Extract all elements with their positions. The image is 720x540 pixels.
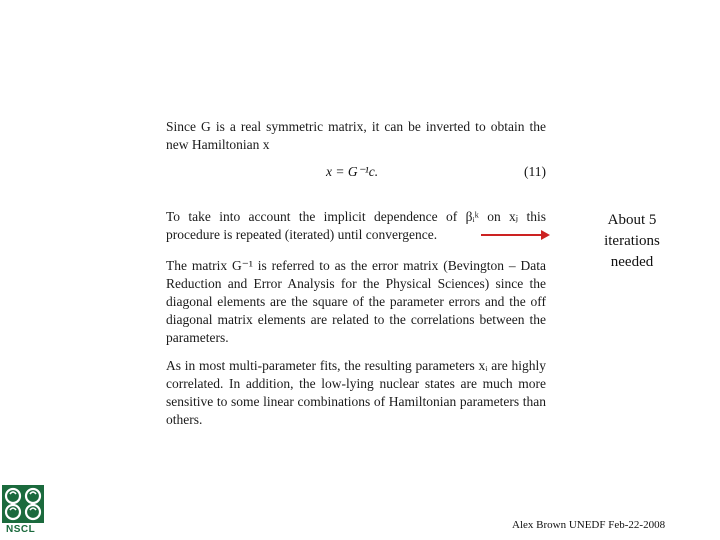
callout-arrow	[481, 229, 551, 241]
equation-11	[166, 164, 546, 184]
paragraph-iteration: To take into account the implicit dependence of βᵢᵏ on xⱼ this procedure is repeated (iterated) until convergence.	[166, 209, 546, 242]
equation-number: (11)	[524, 164, 546, 179]
nscl-logo-label: NSCL	[6, 524, 36, 535]
paragraph-error-matrix: The matrix G⁻¹ is referred to as the error matrix (Bevington – Data Reduction and Error Analysis for the Physical Sciences) since the diagonal elements are the square of the parameter errors and the off diagonal matrix elements are related to the correlations between the parameters.	[166, 258, 546, 345]
iterations-callout: About 5 iterations needed	[604, 212, 660, 270]
paragraph-correlation: As in most multi-parameter fits, the resulting parameters xᵢ are highly correlated. In addition, the low-lying nuclear states are much more sensitive to some linear combinations of Hamiltonian parameters than others.	[166, 358, 546, 427]
footer-credit: Alex Brown UNEDF Feb-22-2008	[512, 519, 666, 531]
equation-formula: x = G⁻¹c.	[326, 164, 379, 179]
paragraph-inversion: Since G is a real symmetric matrix, it can be inverted to obtain the new Hamiltonian x	[166, 119, 546, 152]
